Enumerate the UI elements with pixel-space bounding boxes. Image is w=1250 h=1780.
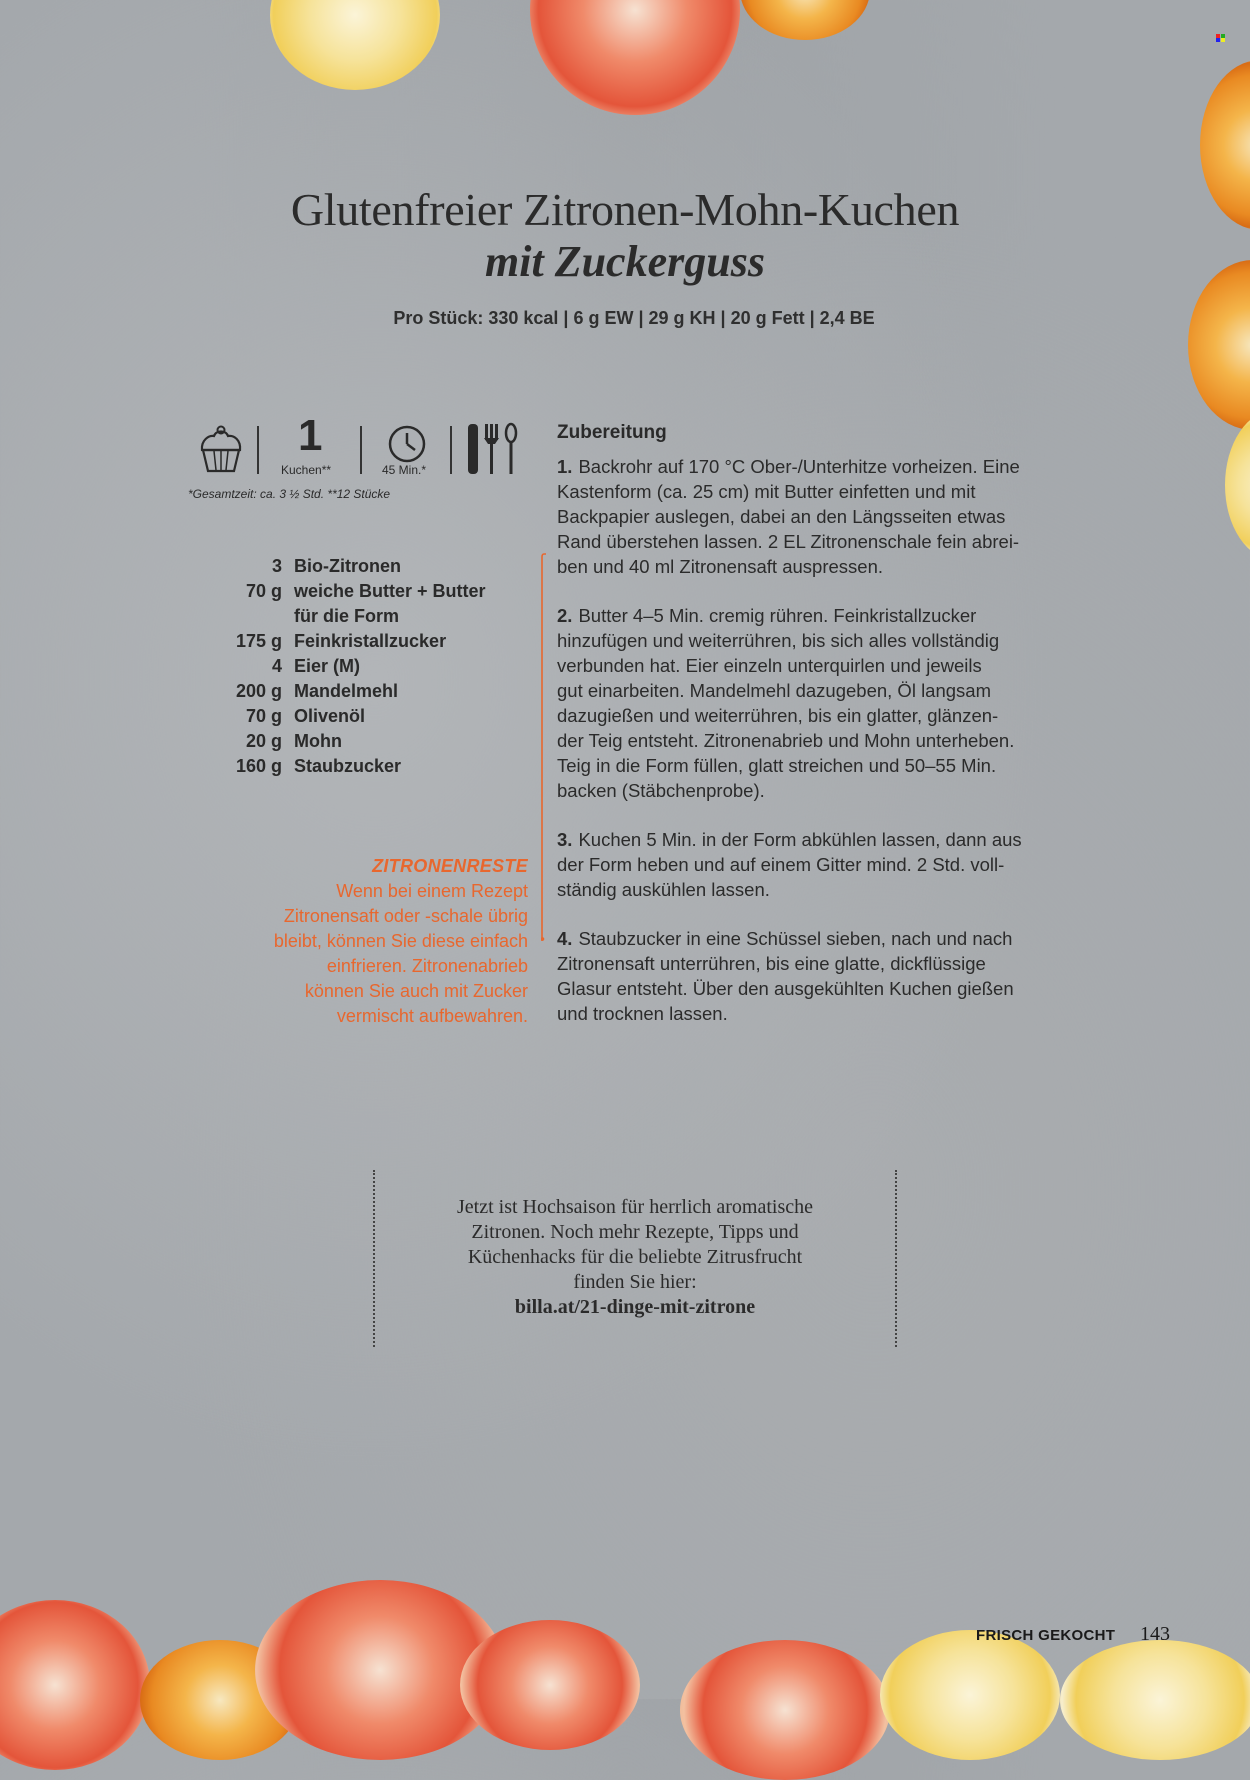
ingredients-list: [205, 554, 525, 779]
step-number: 4.: [557, 928, 573, 949]
lemon-tip-box: [220, 854, 528, 1029]
ingredient-name: Feinkristallzucker: [294, 631, 447, 651]
ingredient-name: Staubzucker: [294, 756, 402, 776]
ingredient-name: Eier (M): [294, 656, 361, 676]
time-footnote: *Gesamtzeit: ca. 3 ½ Std. **12 Stücke: [188, 487, 391, 501]
step-line: hinzufügen und weiterrühren, bis sich alles vollständig: [557, 630, 1000, 651]
step-line: ben und 40 ml Zitronensaft auspressen.: [557, 556, 883, 577]
tip-line: einfrieren. Zitronenabrieb: [326, 956, 528, 976]
info-divider-2: [360, 426, 362, 474]
grapefruit-slice-bottom-left: [0, 1600, 150, 1770]
grapefruit-slice-top: [530, 0, 740, 115]
lemon-slice-bottom-1: [880, 1630, 1060, 1760]
preparation-section: [557, 420, 1097, 1050]
lemon-slice-top-left: [270, 0, 440, 90]
tip-connector-line: [541, 553, 547, 942]
ingredient-amount: 175 g: [235, 631, 282, 651]
step-line: und trocknen lassen.: [557, 1003, 728, 1024]
servings-count: 1: [298, 411, 323, 460]
promo-box: [380, 1195, 890, 1320]
promo-border-left: [373, 1170, 375, 1347]
ingredient-name: Mandelmehl: [294, 681, 399, 701]
step-line: gut einarbeiten. Mandelmehl dazugeben, Öl langsam: [557, 680, 992, 701]
promo-line: finden Sie hier:: [573, 1271, 697, 1293]
tip-line: vermischt aufbewahren.: [336, 1006, 528, 1026]
step-number: 3.: [557, 829, 573, 850]
cupcake-icon: [198, 424, 244, 474]
ingredient-amount: 200 g: [235, 681, 282, 701]
print-register-mark: [1216, 34, 1226, 42]
info-divider-3: [450, 426, 452, 474]
lemon-slice-right: [1225, 410, 1250, 560]
step-line: Teig in die Form füllen, glatt streichen und 50–55 Min.: [557, 755, 997, 776]
ingredient-amount: 70 g: [245, 706, 282, 726]
ingredient-row: [205, 604, 525, 629]
ingredient-amount: 20 g: [245, 731, 282, 751]
grapefruit-slice-bottom-4: [680, 1640, 890, 1780]
nutrition-info: Pro Stück: 330 kcal | 6 g EW | 29 g KH | 20 g Fett | 2,4 BE: [393, 308, 875, 328]
preparation-step-4: [557, 926, 1097, 1026]
time-label: 45 Min.*: [382, 463, 427, 477]
clock-icon: [387, 424, 427, 464]
info-divider-1: [257, 426, 259, 474]
cutlery-icon: [465, 422, 519, 476]
ingredient-row: [205, 679, 525, 704]
step-line: der Form heben und auf einem Gitter mind. 2 Std. voll-: [557, 854, 1005, 875]
orange-slice-top: [740, 0, 870, 40]
promo-line: Jetzt ist Hochsaison für herrlich aromatische: [457, 1196, 813, 1218]
tip-line: Zitronensaft oder -schale übrig: [283, 906, 528, 926]
ingredient-name: weiche Butter + Butter: [294, 581, 486, 601]
tip-line: bleibt, können Sie diese einfach: [273, 931, 528, 951]
preparation-step-3: [557, 827, 1097, 902]
ingredient-row: [205, 704, 525, 729]
step-line: backen (Stäbchenprobe).: [557, 780, 765, 801]
step-line: Zitronensaft unterrühren, bis eine glatte, dickflüssige: [557, 953, 986, 974]
ingredient-amount: 4: [271, 656, 282, 676]
recipe-title: Glutenfreier Zitronen-Mohn-Kuchen: [290, 184, 960, 235]
ingredient-name: Bio-Zitronen: [294, 556, 401, 576]
step-line: Staubzucker in eine Schüssel sieben, nach und nach: [578, 928, 1013, 949]
recipe-subtitle: mit Zuckerguss: [485, 237, 765, 286]
preparation-title: Zubereitung: [557, 422, 667, 443]
preparation-step-2: [557, 603, 1097, 803]
ingredient-name: Olivenöl: [294, 706, 366, 726]
promo-link[interactable]: billa.at/21-dinge-mit-zitrone: [514, 1296, 756, 1318]
step-line: Kuchen 5 Min. in der Form abkühlen lassen, dann aus: [578, 829, 1022, 850]
promo-border-right: [895, 1170, 897, 1347]
preparation-step-1: [557, 454, 1097, 579]
step-line: der Teig entsteht. Zitronenabrieb und Mohn unterheben.: [557, 730, 1015, 751]
step-line: Glasur entsteht. Über den ausgekühlten Kuchen gießen: [557, 978, 1014, 999]
promo-line: Zitronen. Noch mehr Rezepte, Tipps und: [471, 1221, 799, 1243]
ingredient-row: [205, 729, 525, 754]
ingredient-row: [205, 579, 525, 604]
ingredient-name: Mohn: [294, 731, 342, 751]
step-line: Kastenform (ca. 25 cm) mit Butter einfetten und mit: [557, 481, 976, 502]
tip-title: ZITRONENRESTE: [372, 856, 528, 876]
step-line: Backrohr auf 170 °C Ober-/Unterhitze vorheizen. Eine: [578, 456, 1020, 477]
step-number: 1.: [557, 456, 573, 477]
ingredient-row: [205, 754, 525, 779]
step-line: ständig auskühlen lassen.: [557, 879, 770, 900]
ingredient-row: [205, 629, 525, 654]
grapefruit-slice-bottom-3: [460, 1620, 640, 1750]
ingredient-amount: [205, 604, 294, 629]
ingredient-amount: 160 g: [235, 756, 282, 776]
lemon-slice-bottom-2: [1060, 1640, 1250, 1760]
ingredient-amount: 3: [271, 556, 282, 576]
step-line: Rand überstehen lassen. 2 EL Zitronenschale fein abrei-: [557, 531, 1020, 552]
section-label: FRISCH GEKOCHT: [976, 1627, 1116, 1644]
tip-line: Wenn bei einem Rezept: [336, 881, 528, 901]
step-number: 2.: [557, 605, 573, 626]
promo-line: Küchenhacks für die beliebte Zitrusfrucht: [467, 1246, 803, 1268]
ingredient-row: [205, 554, 525, 579]
page-number: 143: [1140, 1623, 1170, 1645]
step-line: Backpapier auslegen, dabei an den Längsseiten etwas: [557, 506, 1006, 527]
ingredient-amount: 70 g: [245, 581, 282, 601]
ingredient-row: [205, 654, 525, 679]
step-line: verbunden hat. Eier einzeln unterquirlen und jeweils: [557, 655, 982, 676]
servings-label: Kuchen**: [281, 463, 332, 477]
step-line: Butter 4–5 Min. cremig rühren. Feinkristallzucker: [578, 605, 977, 626]
ingredient-name: für die Form: [294, 606, 400, 626]
tip-line: können Sie auch mit Zucker: [304, 981, 528, 1001]
step-line: dazugießen und weiterrühren, bis ein glatter, glänzen-: [557, 705, 999, 726]
